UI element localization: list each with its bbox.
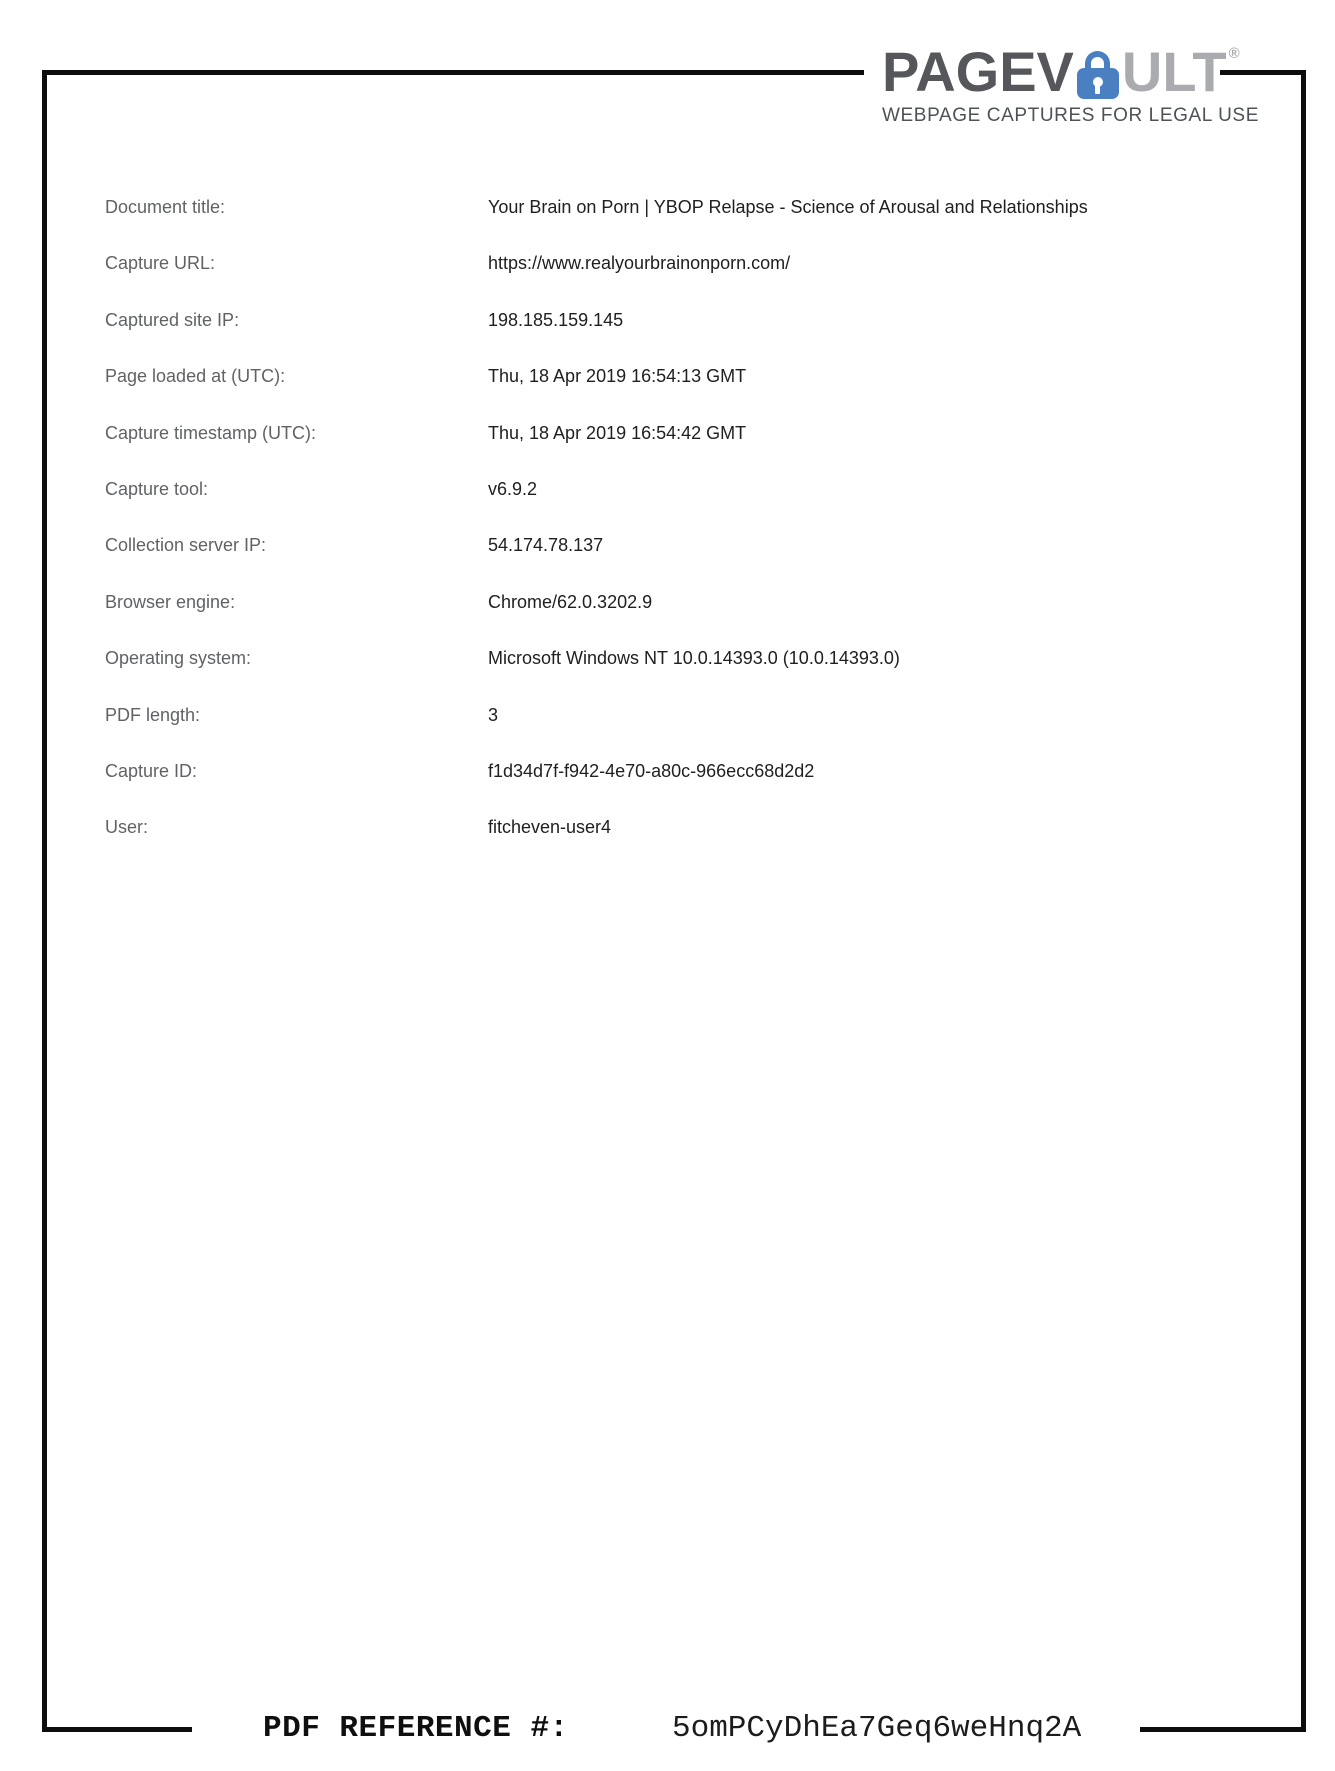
metadata-value: https://www.realyourbrainonporn.com/ (488, 253, 791, 274)
page-border-right (1301, 70, 1306, 1732)
metadata-label: Capture timestamp (UTC): (105, 422, 317, 443)
logo-tagline: WEBPAGE CAPTURES FOR LEGAL USE (882, 105, 1259, 126)
metadata-label: Browser engine: (105, 591, 236, 612)
metadata-label: PDF length: (105, 704, 201, 725)
metadata-label: Collection server IP: (105, 535, 267, 556)
registered-trademark-symbol: ® (1228, 45, 1240, 62)
metadata-row (105, 760, 1255, 816)
metadata-value: Thu, 18 Apr 2019 16:54:42 GMT (488, 422, 747, 443)
metadata-row (105, 252, 1255, 308)
metadata-label: Capture URL: (105, 253, 216, 274)
metadata-label: User: (105, 817, 149, 838)
metadata-value: f1d34d7f-f942-4e70-a80c-966ecc68d2d2 (488, 760, 815, 781)
padlock-icon (1077, 51, 1119, 99)
metadata-label: Captured site IP: (105, 309, 240, 330)
metadata-row (105, 591, 1255, 647)
metadata-label: Operating system: (105, 648, 252, 669)
metadata-row (105, 478, 1255, 534)
metadata-value: Microsoft Windows NT 10.0.14393.0 (10.0.14393.0) (488, 648, 900, 669)
metadata-row (105, 309, 1255, 365)
page-border-top-left (42, 70, 864, 75)
metadata-row (105, 704, 1255, 760)
capture-metadata-table (105, 196, 1255, 873)
metadata-row (105, 196, 1255, 252)
metadata-row (105, 816, 1255, 872)
logo-text-ult: ULT (1121, 40, 1227, 103)
metadata-value: 198.185.159.145 (488, 309, 624, 330)
logo-text-pagev: PAGEV (882, 40, 1074, 103)
metadata-value: 3 (488, 704, 499, 725)
page-border-left (42, 70, 47, 1732)
pagevault-logotype (882, 40, 1259, 103)
metadata-row (105, 647, 1255, 703)
metadata-value: Your Brain on Porn | YBOP Relapse - Science of Arousal and Relationships (488, 197, 1088, 217)
metadata-value: fitcheven-user4 (488, 817, 612, 838)
metadata-value: 54.174.78.137 (488, 535, 604, 556)
metadata-value: v6.9.2 (488, 478, 538, 499)
keyhole-stem (1095, 85, 1100, 94)
metadata-row (105, 422, 1255, 478)
pdf-reference-footer (0, 1711, 1335, 1751)
metadata-label: Page loaded at (UTC): (105, 366, 286, 387)
metadata-label: Capture ID: (105, 760, 198, 781)
metadata-value: Chrome/62.0.3202.9 (488, 591, 653, 612)
metadata-value: Thu, 18 Apr 2019 16:54:13 GMT (488, 366, 747, 387)
pdf-reference-value: 5omPCyDhEa7Geq6weHnq2A (672, 1711, 1082, 1746)
metadata-label: Document title: (105, 197, 226, 217)
metadata-row (105, 365, 1255, 421)
pagevault-logo (882, 40, 1259, 127)
metadata-row (105, 534, 1255, 590)
metadata-label: Capture tool: (105, 478, 209, 499)
pdf-reference-label: PDF REFERENCE #: (263, 1711, 569, 1746)
